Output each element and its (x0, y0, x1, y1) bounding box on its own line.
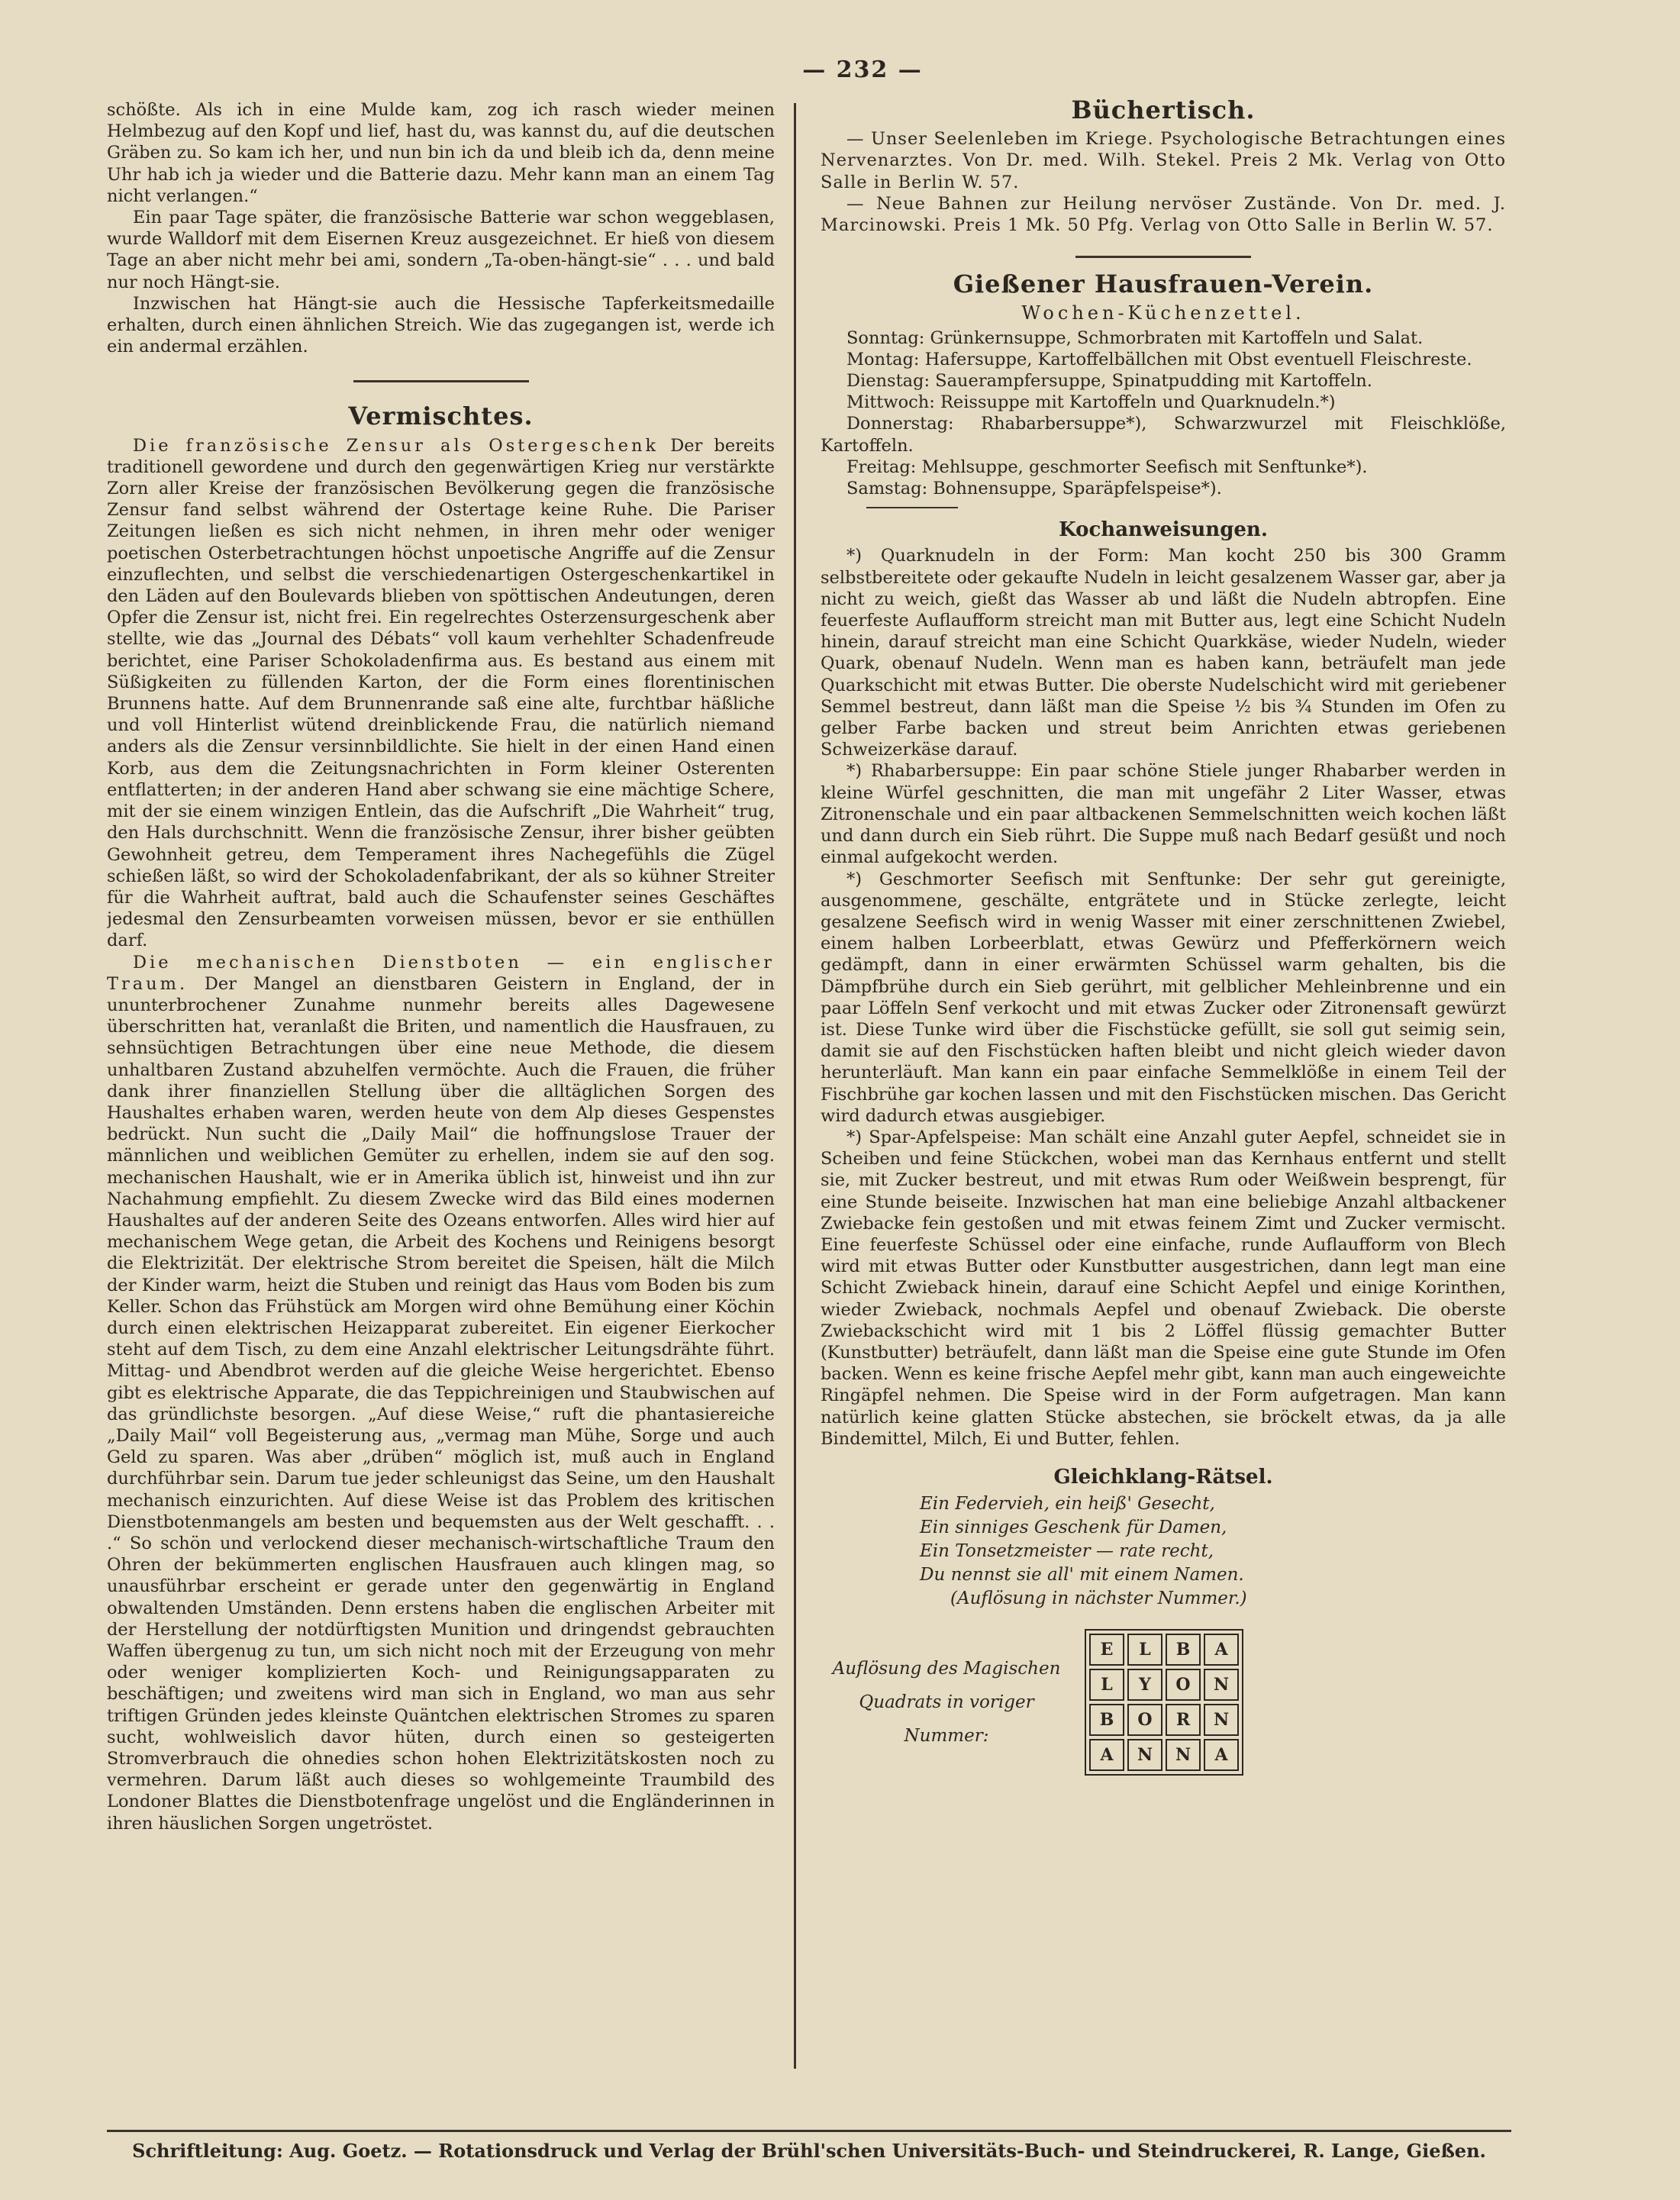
poem-line: Ein sinniges Geschenk für Damen, (920, 1518, 1227, 1538)
grid-cell: A (1204, 1739, 1239, 1771)
recipe: *) Spar-Apfelspeise: Man schält eine Anzahl guter Aepfel, schneidet sie in Scheiben und feine Stückchen, wobei man das Kernhaus entfernt und stellt sie, mit Zucker bestreut, und mit etwas Rum oder Weißwein besprengt, für eine Stunde beiseite. Inzwischen hat man eine beliebige Anzahl altbackener Zwiebacke fein gestoßen und mit etwas feinem Zimt und Zucker vermischt. Eine feuerfeste Schüssel oder eine einfache, runde Auflaufform von Blech wird mit etwas Butter oder Kunstbutter ausgestrichen, dann legt man eine Schicht Zwieback hinein, darauf eine Schicht Aepfel und einige Korinthen, wieder Zwieback, nochmals Aepfel und obenauf Zwieback. Die oberste Zwiebackschicht wird mit 1 bis 2 Löffel flüssig gemachter Butter (Kunstbutter) beträufelt, dann läßt man die Speise eine gute Stunde im Ofen backen. Wenn es keine frische Aepfel mehr gibt, kann man auch eingeweichte Ringäpfel nehmen. Die Speise wird in der Form aufgetragen. Man kann natürlich keine glatten Stücke abstechen, sie bröckelt etwas, da ja alle Bindemittel, Milch, Ei und Butter, fehlen. (821, 1127, 1506, 1449)
grid-cell: N (1204, 1669, 1239, 1701)
grid-row (1089, 1704, 1239, 1736)
intro-paragraph-1: schößte. Als ich in eine Mulde kam, zog ich rasch wieder meinen Helmbezug auf den Kopf und lief, hast du, was kannst du, auf die deutschen Gräben zu. So kam ich her, und nun bin ich da und bleib ich da, denn meine Uhr hab ich ja wieder und die Batterie dazu. Mehr kann man an einem Tag nicht verlangen.“ (107, 100, 775, 206)
buechertisch-heading: Büchertisch. (1071, 99, 1256, 124)
section-divider (353, 380, 529, 382)
menu-item: Dienstag: Sauerampfersuppe, Spinatpudding mit Kartoffeln. (846, 371, 1372, 392)
grid-cell: N (1166, 1739, 1201, 1771)
grid-cell: N (1204, 1704, 1239, 1736)
dienstboten-title: Die mechanischen Dienstboten — ein englischer Traum. (107, 952, 775, 994)
magic-label-line: Auflösung des Magischen (832, 1659, 1061, 1679)
recipe: *) Geschmorter Seefisch mit Senftunke: Der sehr gut gereinigte, ausgenommene, geschälte, entgrätete und in Stücke zerlegte, leicht gesalzene Seefisch wird in wenig Wasser mit einer zerschnittenen Zwiebel, einem halben Lorbeerblatt, etwas Gewürz und Pfefferkörnern weich gedämpft, dann in einer erwärmten Schüssel warm gehalten, bis die Dämpfbrühe durch ein Sieb gerührt, mit gelblicher Mehleinbrenne und ein paar Löffeln Senf verkocht und mit etwas Zucker oder Zitronensaft gewürzt ist. Diese Tunke wird über die Fischstücke gefüllt, sie soll gut seimig sein, damit sie auf den Fischstücken haften bleibt und nicht gleich wieder davon herunterläuft. Man kann ein paar einfache Semmelklöße in einem Teil der Fischbrühe gar kochen lassen und mit den Fischstücken mischen. Das Gericht wird dadurch etwas ausgiebiger. (821, 869, 1506, 1126)
recipe: *) Quarknudeln in der Form: Man kocht 250 bis 300 Gramm selbstbereitete oder gekaufte Nudeln in leicht gesalzenem Wasser gar, aber ja nicht zu weich, gießt das Wasser ab und läßt die Nudeln abtropfen. Eine feuerfeste Auflaufform streicht man mit Butter aus, legt eine Schicht Nudeln hinein, darauf streicht man eine Schicht Quarkkäse, wieder Nudeln, wieder Quark, obenauf Nudeln. Wenn man es haben kann, beträufelt man jede Quarkschicht mit etwas Butter. Die oberste Nudelschicht wird mit geriebener Semmel bestreut, dann läßt man die Speise ½ bis ¾ Stunden im Ofen zu gelber Farbe backen und streut beim Anrichten etwas geriebenen Schweizerkäse darauf. (821, 546, 1506, 760)
magic-square-grid (1085, 1629, 1243, 1776)
menu-item: Freitag: Mehlsuppe, geschmorter Seefisch mit Senftunke*). (846, 456, 1368, 477)
magic-square-solution (821, 1629, 1506, 1776)
imprint-footer: Schriftleitung: Aug. Goetz. — Rotationsdruck und Verlag der Brühl'schen Universitäts-Buch- und Steindruckerei, R. Lange, Gießen. (107, 2130, 1511, 2162)
menu-item: Mittwoch: Reissuppe mit Kartoffeln und Quarknudeln.*) (846, 392, 1336, 413)
poem-line: Ein Federvieh, ein heiß' Gesecht, (920, 1494, 1215, 1515)
poem-line: Du nennst sie all' mit einem Namen. (920, 1565, 1244, 1585)
grid-cell: L (1089, 1669, 1124, 1701)
intro-paragraph-2: Ein paar Tage später, die französische Batterie war schon weggeblasen, wurde Walldorf mit dem Eisernen Kreuz ausgezeichnet. Er hieß von diesem Tage an aber nicht mehr bei ami, sondern „Ta-oben-hängt-sie“ . . . und bald nur noch Hängt-sie. (107, 208, 775, 292)
grid-cell: A (1204, 1634, 1239, 1666)
book-entry: — Neue Bahnen zur Heilung nervöser Zustände. Von Dr. med. J. Marcinowski. Preis 1 Mk. 50 Pfg. Verlag von Otto Salle in Berlin W. 57. (821, 193, 1506, 236)
intro-paragraph-3: Inzwischen hat Hängt-sie auch die Hessische Tapferkeitsmedaille erhalten, durch einen ähnlichen Streich. Wie das zugegangen ist, werde ich ein andermal erzählen. (107, 293, 775, 357)
magic-square-label (821, 1652, 1072, 1753)
grid-cell: L (1127, 1634, 1162, 1666)
grid-cell: B (1089, 1704, 1124, 1736)
left-column (107, 99, 775, 2053)
menu-item: Sonntag: Grünkernsuppe, Schmorbraten mit Kartoffeln und Salat. (846, 327, 1424, 348)
column-divider (794, 103, 796, 2069)
poem-line: (Auflösung in nächster Nummer.) (950, 1589, 1247, 1609)
koch-heading: Kochanweisungen. (1059, 518, 1268, 542)
grid-cell: N (1127, 1739, 1162, 1771)
poem-line: Ein Tonsetzmeister — rate recht, (920, 1541, 1214, 1562)
grid-cell: E (1089, 1634, 1124, 1666)
menu-item: Donnerstag: Rhabarbersuppe*), Schwarzwurzel mit Fleischklöße, Kartoffeln. (821, 414, 1506, 456)
grid-row (1089, 1669, 1239, 1701)
dienstboten-article (107, 952, 775, 1834)
book-entry: — Unser Seelenleben im Kriege. Psychologische Betrachtungen eines Nervenarztes. Von Dr. med. Wilh. Stekel. Preis 2 Mk. Verlag von Otto Salle in Berlin W. 57. (821, 129, 1506, 192)
grid-cell: A (1089, 1739, 1124, 1771)
grid-cell: O (1127, 1704, 1162, 1736)
menu-item: Samstag: Bohnensuppe, Sparäpfelspeise*). (846, 479, 1222, 499)
grid-row (1089, 1739, 1239, 1771)
wochen-heading: Wochen-Küchenzettel. (1021, 302, 1305, 324)
menu-item: Montag: Hafersuppe, Kartoffelbällchen mit Obst eventuell Fleischreste. (846, 349, 1472, 369)
section-divider (1075, 256, 1251, 258)
grid-row (1089, 1634, 1239, 1666)
riddle-poem (920, 1492, 1506, 1611)
grid-cell: B (1166, 1634, 1201, 1666)
zensur-text: Der bereits traditionell gewordene und durch den gegenwärtigen Krieg nur verstärkte Zorn aller Kreise der französischen Bevölkerung gegen die französische Zensur fand selbst während der Ostertage keine Ruhe. Die Pariser Zeitungen ließen es sich nicht nehmen, in ihren mehr oder weniger poetischen Osterbetrachtungen höchst unpoetische Angriffe auf die Zensur einzuflechten, und selbst die verschiedenartigen Ostergeschenkartikel in den Läden auf den Boulevards blieben von spöttischen Andeutungen, deren Opfer die Zensur ist, nicht frei. Ein regelrechtes Osterzensurgeschenk aber stellte, wie das „Journal des Débats“ voll kaum verhehlter Schadenfreude berichtet, eine Pariser Schokoladenfirma aus. Es bestand aus einem mit Süßigkeiten zu füllenden Karton, der die Form eines florentinischen Brunnens hatte. Auf dem Brunnenrande saß eine alte, furchtbar häßliche und voll Hinterlist wütend dreinblickende Frau, die natürlich niemand anders als die Zensur versinnbildlichte. Sie hielt in der einen Hand einen Korb, aus dem die Zeitungsnachrichten in Form kleiner Osterenten entflatterten; in der anderen Hand aber schwang sie eine mächtige Schere, mit der sie einem winzigen Entlein, das die Aufschrift „Die Wahrheit“ trug, den Hals durchschnitt. Wenn die französische Zensur, ihrer bisher geübten Gewohnheit getreu, dem Temperament ihres Nachegefühls die Zügel schießen läßt, so wird der Schokoladenfabrikant, der als so kühner Streiter für die Wahrheit auftrat, bald auch die Schaufenster seines Geschäftes jedesmal den Zensurbeamten vorweisen müssen, bevor er sie enthüllen darf. (107, 435, 775, 951)
grid-cell: Y (1127, 1669, 1162, 1701)
raetsel-heading: Gleichklang-Rätsel. (1053, 1465, 1273, 1489)
verein-heading: Gießener Hausfrauen-Verein. (953, 269, 1374, 299)
grid-cell: O (1166, 1669, 1201, 1701)
recipe: *) Rhabarbersuppe: Ein paar schöne Stiele junger Rhabarber werden in kleine Würfel geschnitten, die man mit ungefähr 2 Liter Wasser, etwas Zitronenschale und ein paar altbackenen Semmelschnitten weich kochen läßt und dann durch ein Sieb rührt. Die Suppe muß nach Bedarf gesüßt und noch einmal aufgekocht werden. (821, 761, 1506, 868)
zensur-title: Die französische Zensur als Ostergeschenk (133, 435, 659, 456)
dienstboten-text: Der Mangel an dienstbaren Geistern in England, der in ununterbrochener Zunahme nunmehr bereits alles Dagewesene überschritten hat, veranlaßt die Briten, und namentlich die Hausfrauen, zu sehnsüchtigen Betrachtungen über eine neue Methode, die diesem unhaltbaren Zustand abzuhelfen vermöchte. Auch die Frauen, die früher dank ihrer finanziellen Stellung über die alltäglichen Sorgen des Haushaltes erhaben waren, werden heute von dem Alp dieses Gespenstes bedrückt. Nun sucht die „Daily Mail“ die hoffnungslose Trauer der männlichen und weiblichen Gemüter zu erhellen, indem sie auf den sog. mechanischen Haushalt, wie er in Amerika üblich ist, hinweist und ihn zur Nachahmung empfiehlt. Zu diesem Zwecke wird das Bild eines modernen Haushaltes auf der anderen Seite des Ozeans entworfen. Alles wird hier auf mechanischem Wege getan, die Arbeit des Kochens und Reinigens besorgt die Elektrizität. Der elektrische Strom bereitet die Speisen, hält die Milch der Kinder warm, heizt die Stuben und reinigt das Haus vom Boden bis zum Keller. Schon das Frühstück am Morgen wird ohne Bemühung einer Köchin durch einen elektrischen Heizapparat zubereitet. Ein eigener Eierkocher steht auf dem Tisch, zu dem eine Anzahl elektrischer Leitungsdrähte führt. Mittag- und Abendbrot werden auf die gleiche Weise hergerichtet. Ebenso gibt es elektrische Apparate, die das Teppichreinigen und Staubwischen auf das gründlichste besorgen. „Auf diese Weise,“ ruft die phantasiereiche „Daily Mail“ voll Begeisterung aus, „vermag man Mühe, Sorge und auch Geld zu sparen. Was aber „drüben“ möglich ist, muß auch in England durchführbar sein. Darum tue jeder schleunigst das Seine, um den Haushalt mechanisch einzurichten. Auf diese Weise ist das Problem des kritischen Dienstbotenmangels am besten und bequemsten aus der Welt geschafft. . . .“ So schön und verlockend dieser mechanisch-wirtschaftliche Traum den Ohren der bekümmerten englischen Hausfrauen auch klingen mag, so unausführbar erscheint er gerade unter den gegenwärtig in England obwaltenden Umständen. Denn erstens haben die englischen Arbeiter mit der Herstellung der notdürftigsten Munition und dringendst gebrauchten Waffen übergenug zu tun, um sich nicht noch mit der Erzeugung von mehr oder weniger komplizierten Koch- und Reinigungsapparaten zu beschäftigen; und zweitens wird man sich in England, wo man aus sehr triftigen Gründen jedes kleinste Quäntchen elektrischen Stromes zu sparen sucht, wohlweislich davor hüten, durch einen so gesteigerten Stromverbrauch die ohnedies schon hohen Elektrizitätskosten noch zu vermehren. Darum läßt auch dieses so wohlgemeinte Traumbild des Londoner Blattes die Dienstbotenfrage ungelöst und die Engländerinnen in ihren häuslichen Sorgen ungetröstet. (107, 973, 775, 1834)
magic-label-line: Nummer: (904, 1726, 989, 1747)
zensur-article (107, 435, 775, 952)
grid-cell: R (1166, 1704, 1201, 1736)
magic-label-line: Quadrats in voriger (859, 1692, 1034, 1713)
short-divider (866, 507, 958, 508)
vermischtes-heading: Vermischtes. (348, 402, 534, 431)
page-number: — 232 — (802, 56, 923, 83)
right-column (821, 99, 1506, 2053)
